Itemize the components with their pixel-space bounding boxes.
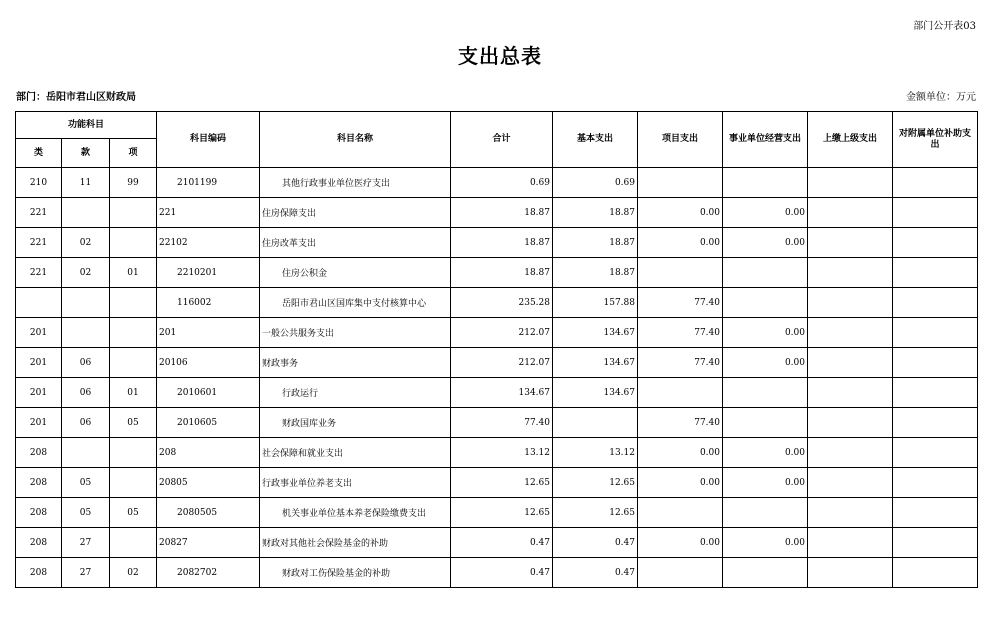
cell-kuan — [62, 198, 110, 228]
cell-subsidy — [893, 348, 978, 378]
cell-name: 一般公共服务支出 — [260, 318, 451, 348]
cell-upper — [808, 318, 893, 348]
cell-lei — [16, 288, 62, 318]
cell-total: 12.65 — [451, 498, 553, 528]
cell-name: 财政对其他社会保险基金的补助 — [260, 528, 451, 558]
cell-kuan: 11 — [62, 168, 110, 198]
cell-code: 201 — [157, 318, 260, 348]
cell-kuan: 06 — [62, 378, 110, 408]
cell-name: 住房公积金 — [260, 258, 451, 288]
cell-upper — [808, 558, 893, 588]
cell-lei: 201 — [16, 378, 62, 408]
cell-lei: 201 — [16, 348, 62, 378]
cell-subsidy — [893, 288, 978, 318]
header-upper: 上缴上级支出 — [808, 112, 893, 168]
cell-code: 221 — [157, 198, 260, 228]
cell-total: 18.87 — [451, 198, 553, 228]
cell-name: 财政对工伤保险基金的补助 — [260, 558, 451, 588]
table-row — [16, 528, 978, 558]
cell-lei: 208 — [16, 528, 62, 558]
cell-project: 0.00 — [638, 468, 723, 498]
cell-business: 0.00 — [723, 228, 808, 258]
cell-project: 0.00 — [638, 198, 723, 228]
cell-code: 208 — [157, 438, 260, 468]
cell-business — [723, 378, 808, 408]
cell-xiang: 05 — [110, 498, 157, 528]
cell-xiang — [110, 198, 157, 228]
cell-name: 其他行政事业单位医疗支出 — [260, 168, 451, 198]
cell-subsidy — [893, 438, 978, 468]
cell-business — [723, 408, 808, 438]
cell-code: 2080505 — [157, 498, 260, 528]
cell-subsidy — [893, 378, 978, 408]
cell-kuan: 06 — [62, 408, 110, 438]
cell-subsidy — [893, 198, 978, 228]
cell-xiang — [110, 438, 157, 468]
cell-upper — [808, 438, 893, 468]
cell-xiang — [110, 468, 157, 498]
cell-lei: 208 — [16, 498, 62, 528]
cell-project: 77.40 — [638, 318, 723, 348]
cell-xiang: 01 — [110, 258, 157, 288]
cell-upper — [808, 528, 893, 558]
cell-total: 12.65 — [451, 468, 553, 498]
cell-code: 20827 — [157, 528, 260, 558]
cell-project: 77.40 — [638, 348, 723, 378]
cell-code: 22102 — [157, 228, 260, 258]
cell-subsidy — [893, 558, 978, 588]
cell-code: 20805 — [157, 468, 260, 498]
header-lei: 类 — [16, 139, 62, 168]
cell-lei: 201 — [16, 408, 62, 438]
cell-business: 0.00 — [723, 198, 808, 228]
expenditure-table — [15, 111, 978, 588]
cell-total: 134.67 — [451, 378, 553, 408]
header-basic: 基本支出 — [553, 112, 638, 168]
cell-project — [638, 498, 723, 528]
cell-code: 2101199 — [157, 168, 260, 198]
cell-upper — [808, 228, 893, 258]
cell-basic: 0.47 — [553, 558, 638, 588]
cell-lei: 208 — [16, 468, 62, 498]
cell-kuan: 27 — [62, 558, 110, 588]
cell-basic: 13.12 — [553, 438, 638, 468]
cell-project: 0.00 — [638, 228, 723, 258]
cell-subsidy — [893, 318, 978, 348]
cell-total: 0.69 — [451, 168, 553, 198]
cell-basic: 0.69 — [553, 168, 638, 198]
cell-project: 77.40 — [638, 408, 723, 438]
cell-basic — [553, 408, 638, 438]
table-row — [16, 558, 978, 588]
cell-project — [638, 378, 723, 408]
cell-total: 0.47 — [451, 558, 553, 588]
cell-xiang — [110, 318, 157, 348]
cell-basic: 134.67 — [553, 378, 638, 408]
cell-business — [723, 288, 808, 318]
cell-xiang — [110, 228, 157, 258]
cell-name: 财政事务 — [260, 348, 451, 378]
table-row — [16, 348, 978, 378]
cell-total: 212.07 — [451, 348, 553, 378]
table-row — [16, 378, 978, 408]
cell-kuan — [62, 318, 110, 348]
amount-unit-label: 金额单位：万元 — [906, 92, 976, 103]
form-number: 部门公开表03 — [913, 21, 976, 32]
cell-kuan: 02 — [62, 258, 110, 288]
cell-business: 0.00 — [723, 318, 808, 348]
table-row — [16, 168, 978, 198]
cell-xiang — [110, 528, 157, 558]
cell-basic: 18.87 — [553, 228, 638, 258]
cell-business — [723, 258, 808, 288]
cell-project: 0.00 — [638, 528, 723, 558]
cell-kuan: 05 — [62, 468, 110, 498]
cell-basic: 12.65 — [553, 498, 638, 528]
cell-basic: 134.67 — [553, 318, 638, 348]
cell-business — [723, 168, 808, 198]
department-label: 部门：岳阳市君山区财政局 — [16, 92, 136, 103]
cell-kuan: 06 — [62, 348, 110, 378]
cell-subsidy — [893, 168, 978, 198]
cell-code: 116002 — [157, 288, 260, 318]
cell-name: 社会保障和就业支出 — [260, 438, 451, 468]
cell-code: 2082702 — [157, 558, 260, 588]
cell-total: 18.87 — [451, 258, 553, 288]
table-row — [16, 288, 978, 318]
cell-total: 13.12 — [451, 438, 553, 468]
cell-lei: 210 — [16, 168, 62, 198]
cell-lei: 221 — [16, 228, 62, 258]
header-code: 科目编码 — [157, 112, 260, 168]
cell-name: 机关事业单位基本养老保险缴费支出 — [260, 498, 451, 528]
cell-basic: 157.88 — [553, 288, 638, 318]
cell-basic: 18.87 — [553, 198, 638, 228]
table-row — [16, 498, 978, 528]
table-row — [16, 318, 978, 348]
cell-project: 0.00 — [638, 438, 723, 468]
cell-upper — [808, 408, 893, 438]
cell-xiang: 99 — [110, 168, 157, 198]
cell-xiang: 05 — [110, 408, 157, 438]
cell-upper — [808, 168, 893, 198]
header-total: 合计 — [451, 112, 553, 168]
cell-business — [723, 498, 808, 528]
cell-subsidy — [893, 408, 978, 438]
header-function-subject: 功能科目 — [16, 112, 157, 139]
cell-project — [638, 258, 723, 288]
cell-total: 0.47 — [451, 528, 553, 558]
cell-name: 住房改革支出 — [260, 228, 451, 258]
cell-project — [638, 168, 723, 198]
cell-basic: 134.67 — [553, 348, 638, 378]
cell-upper — [808, 378, 893, 408]
cell-upper — [808, 348, 893, 378]
cell-code: 2010601 — [157, 378, 260, 408]
cell-project — [638, 558, 723, 588]
cell-name: 行政事业单位养老支出 — [260, 468, 451, 498]
cell-basic: 18.87 — [553, 258, 638, 288]
cell-kuan — [62, 438, 110, 468]
table-row — [16, 408, 978, 438]
cell-subsidy — [893, 228, 978, 258]
cell-total: 18.87 — [451, 228, 553, 258]
cell-code: 20106 — [157, 348, 260, 378]
cell-upper — [808, 198, 893, 228]
cell-lei: 201 — [16, 318, 62, 348]
cell-name: 岳阳市君山区国库集中支付核算中心 — [260, 288, 451, 318]
cell-lei: 208 — [16, 438, 62, 468]
cell-basic: 0.47 — [553, 528, 638, 558]
cell-business: 0.00 — [723, 438, 808, 468]
cell-xiang: 01 — [110, 378, 157, 408]
cell-total: 77.40 — [451, 408, 553, 438]
header-xiang: 项 — [110, 139, 157, 168]
cell-kuan: 05 — [62, 498, 110, 528]
cell-kuan: 27 — [62, 528, 110, 558]
cell-business: 0.00 — [723, 528, 808, 558]
cell-total: 235.28 — [451, 288, 553, 318]
cell-kuan — [62, 288, 110, 318]
cell-subsidy — [893, 468, 978, 498]
cell-upper — [808, 498, 893, 528]
header-subsidy: 对附属单位补助支出 — [893, 112, 978, 168]
cell-name: 行政运行 — [260, 378, 451, 408]
cell-business — [723, 558, 808, 588]
header-kuan: 款 — [62, 139, 110, 168]
cell-lei: 221 — [16, 198, 62, 228]
cell-code: 2210201 — [157, 258, 260, 288]
table-row — [16, 468, 978, 498]
header-business: 事业单位经营支出 — [723, 112, 808, 168]
header-project: 项目支出 — [638, 112, 723, 168]
cell-xiang: 02 — [110, 558, 157, 588]
cell-subsidy — [893, 498, 978, 528]
cell-name: 财政国库业务 — [260, 408, 451, 438]
cell-business: 0.00 — [723, 468, 808, 498]
cell-upper — [808, 468, 893, 498]
cell-upper — [808, 288, 893, 318]
cell-subsidy — [893, 528, 978, 558]
cell-subsidy — [893, 258, 978, 288]
cell-xiang — [110, 288, 157, 318]
cell-kuan: 02 — [62, 228, 110, 258]
table-row — [16, 228, 978, 258]
cell-project: 77.40 — [638, 288, 723, 318]
cell-name: 住房保障支出 — [260, 198, 451, 228]
cell-basic: 12.65 — [553, 468, 638, 498]
table-body — [16, 168, 978, 588]
cell-lei: 208 — [16, 558, 62, 588]
cell-lei: 221 — [16, 258, 62, 288]
table-row — [16, 258, 978, 288]
page-title: 支出总表 — [458, 44, 542, 68]
table-row — [16, 438, 978, 468]
cell-total: 212.07 — [451, 318, 553, 348]
header-name: 科目名称 — [260, 112, 451, 168]
cell-upper — [808, 258, 893, 288]
cell-xiang — [110, 348, 157, 378]
table-row — [16, 198, 978, 228]
cell-business: 0.00 — [723, 348, 808, 378]
cell-code: 2010605 — [157, 408, 260, 438]
